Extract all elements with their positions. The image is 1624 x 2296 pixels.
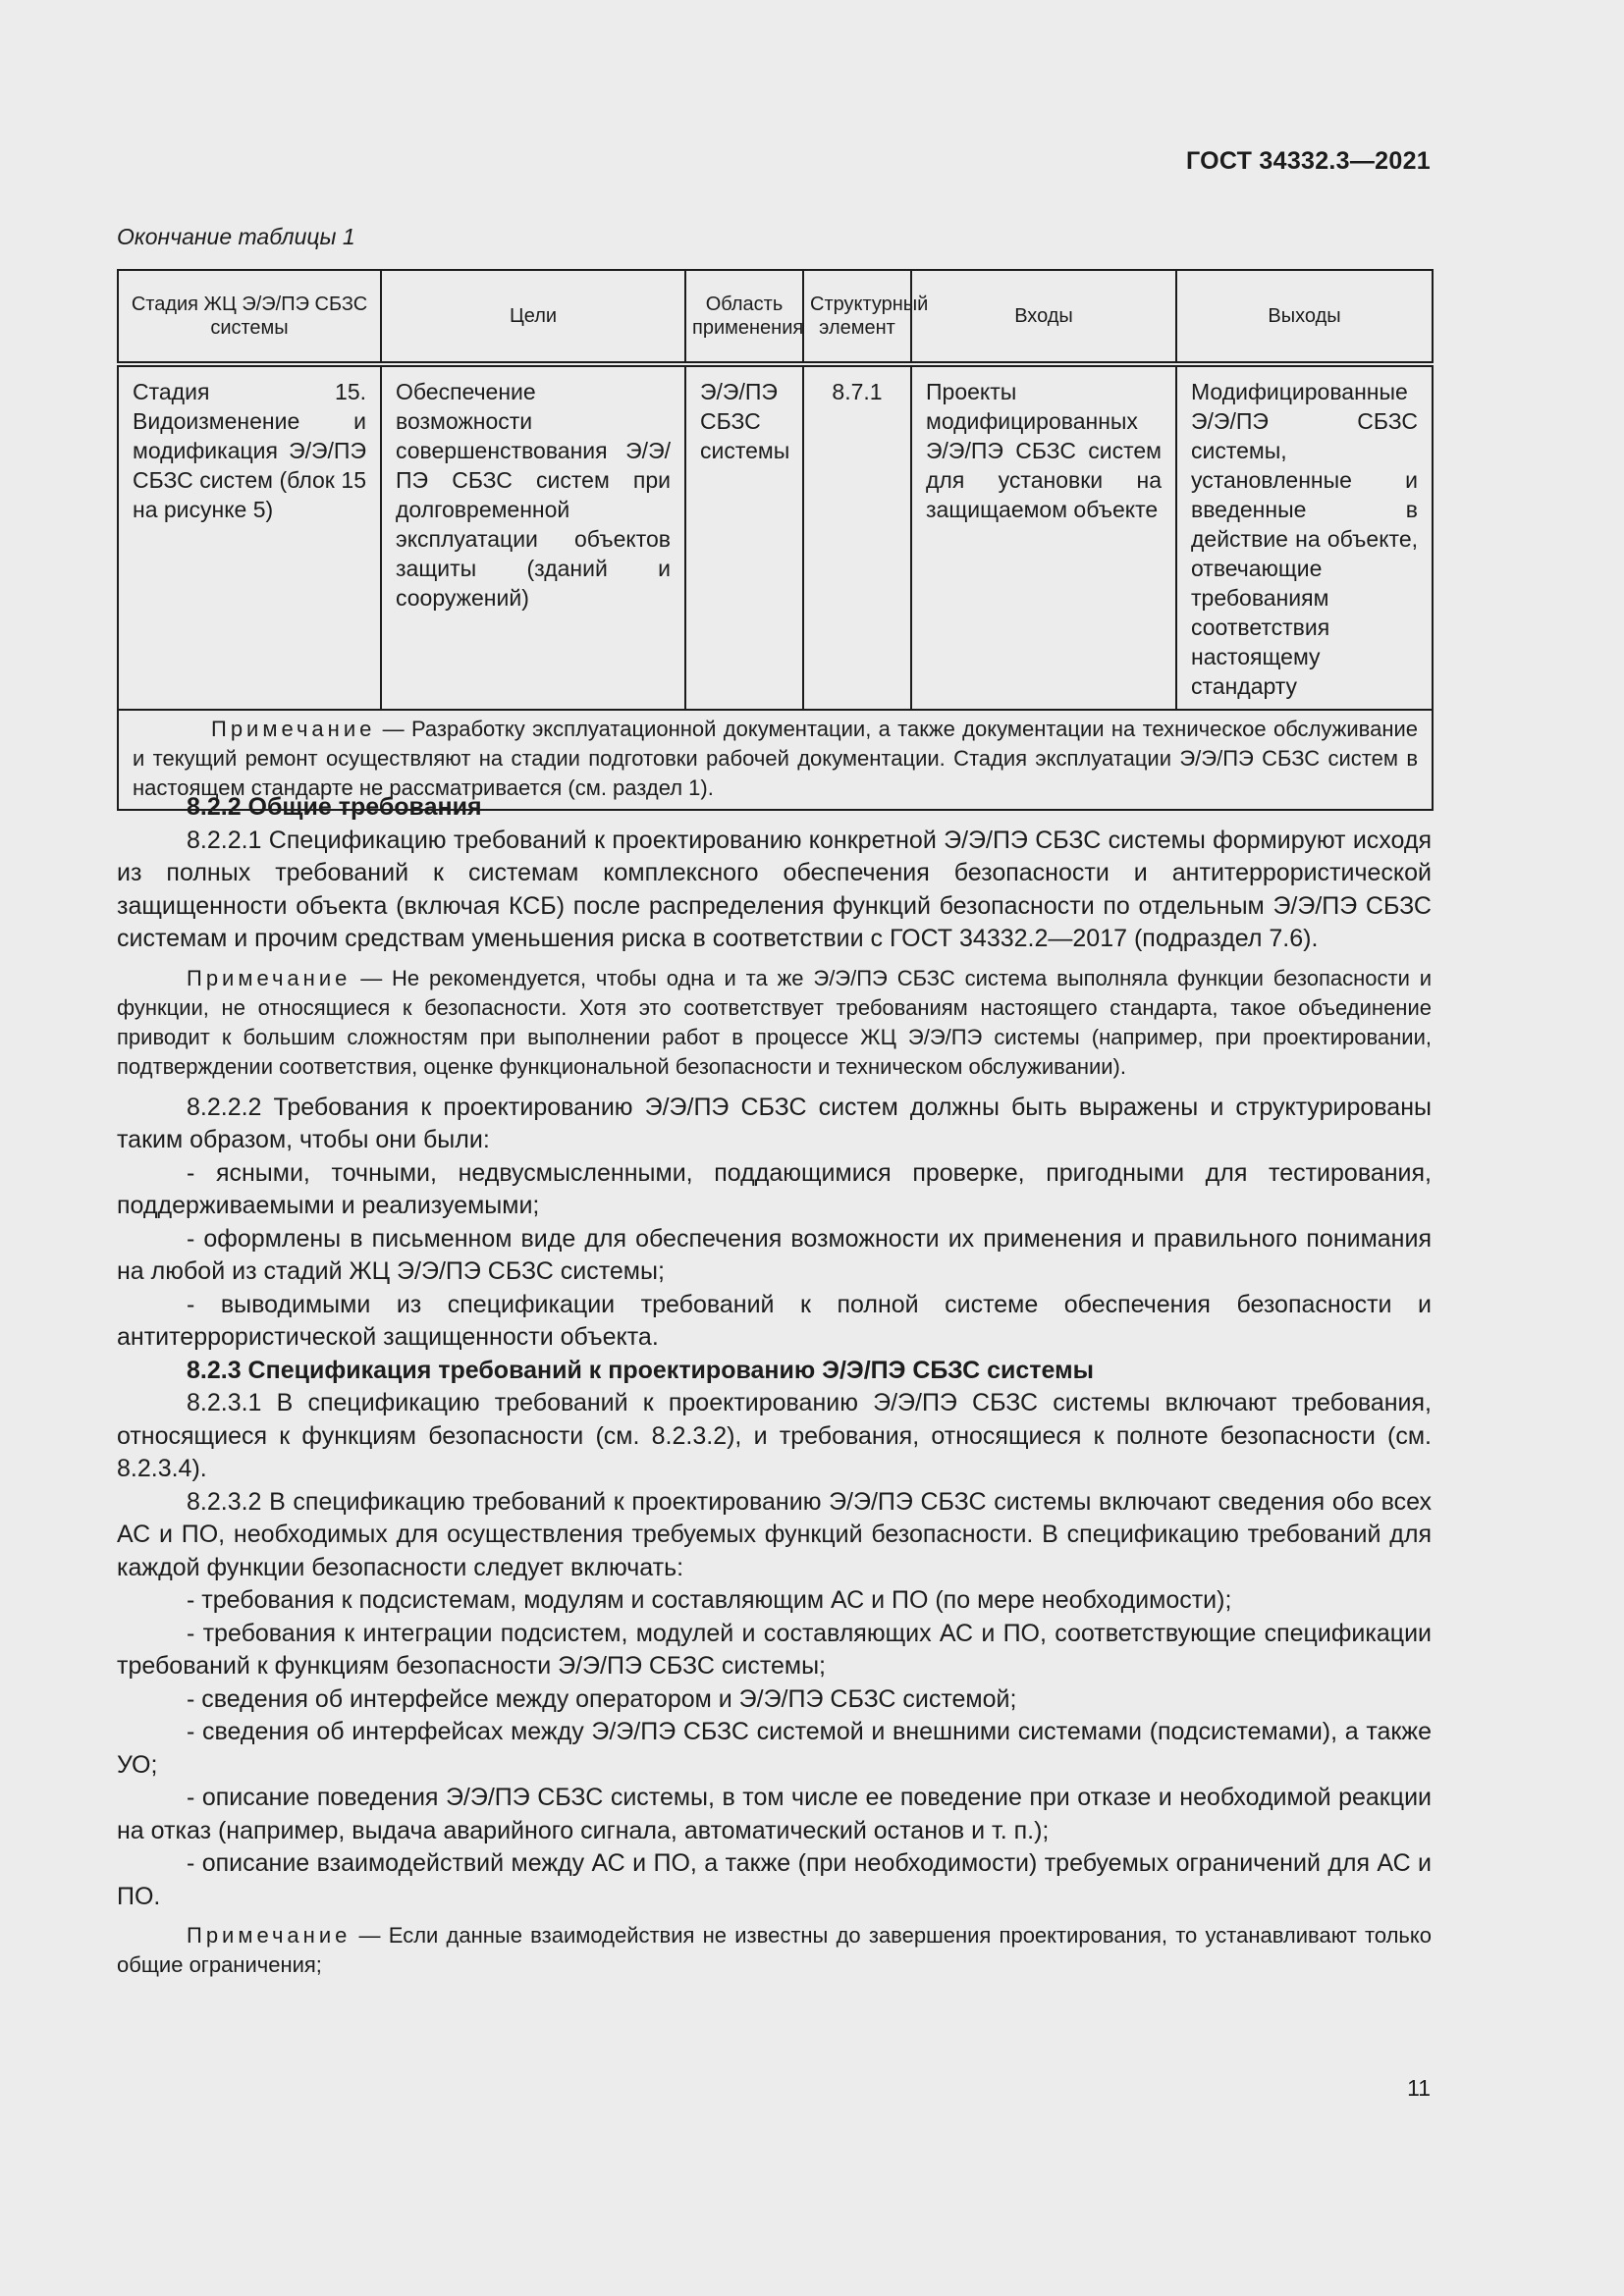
note-8-2-3-2 — [117, 1921, 1432, 1980]
column-header-stage: Стадия ЖЦ Э/Э/ПЭ СБЗС системы — [118, 270, 381, 364]
cell-goals: Обеспечение возможности совершенствования Э/Э/ПЭ СБЗС систем при долговременной эксплуатации объектов защиты (зданий и сооружений) — [381, 364, 685, 710]
table-caption: Окончание таблицы 1 — [117, 224, 355, 249]
table-row — [118, 364, 1433, 710]
column-header-inputs: Входы — [911, 270, 1176, 364]
cell-outputs: Модифицированные Э/Э/ПЭ СБЗС системы, установленные и введенные в действие на объекте, отвечающие требованиям соответствия настоящему стандарту — [1176, 364, 1433, 710]
body-text — [117, 791, 1432, 1980]
standard-header: ГОСТ 34332.3—2021 — [1185, 147, 1431, 175]
list-item: - требования к интеграции подсистем, модулей и составляющих АС и ПО, соответствующие спецификации требований к функциям безопасности Э/Э/ПЭ СБЗС системы; — [117, 1619, 1432, 1680]
paragraph-8-2-3-2: 8.2.3.2 В спецификацию требований к проектированию Э/Э/ПЭ СБЗС системы включают сведения обо всех АС и ПО, необходимых для осуществления требуемых функций безопасности. В спецификацию требований для каждой функции безопасности следует включать: — [117, 1487, 1432, 1581]
note-label: Примечание — [211, 717, 376, 741]
list-item: - выводимыми из спецификации требований к полной системе обеспечения безопасности и антитеррористической защищенности объекта. — [117, 1290, 1432, 1351]
section-heading-8-2-3: 8.2.3 Спецификация требований к проектированию Э/Э/ПЭ СБЗС системы — [187, 1356, 1094, 1384]
list-item: - описание взаимодействий между АС и ПО, а также (при необходимости) требуемых ограничений для АС и ПО. — [117, 1849, 1432, 1910]
stages-table — [117, 269, 1434, 811]
list-item: - оформлены в письменном виде для обеспечения возможности их применения и правильного понимания на любой из стадий ЖЦ Э/Э/ПЭ СБЗС системы; — [117, 1224, 1432, 1285]
cell-scope: Э/Э/ПЭ СБЗС системы — [685, 364, 803, 710]
cell-element: 8.7.1 — [803, 364, 911, 710]
paragraph-8-2-2-2: 8.2.2.2 Требования к проектированию Э/Э/ПЭ СБЗС систем должны быть выражены и структурированы таким образом, чтобы они были: — [117, 1093, 1432, 1153]
list-item: - ясными, точными, недвусмысленными, поддающимися проверке, пригодными для тестирования, поддерживаемыми и реализуемыми; — [117, 1158, 1432, 1219]
list-item: - сведения об интерфейсах между Э/Э/ПЭ СБЗС системой и внешними системами (подсистемами), а также УО; — [117, 1718, 1432, 1779]
note-text: — Если данные взаимодействия не известны до завершения проектирования, то устанавливают только общие ограничения; — [117, 1923, 1432, 1977]
note-8-2-2-1 — [117, 964, 1432, 1082]
note-label: Примечание — [187, 1923, 352, 1948]
cell-stage: Стадия 15. Видоизменение и модификация Э/Э/ПЭ СБЗС систем (блок 15 на рисунке 5) — [118, 364, 381, 710]
paragraph-8-2-3-1: 8.2.3.1 В спецификацию требований к проектированию Э/Э/ПЭ СБЗС системы включают требования, относящиеся к функциям безопасности (см. 8.2.3.2), и требования, относящиеся к полноте безопасности (см. 8.2.3.4). — [117, 1389, 1432, 1482]
note-text: — Не рекомендуется, чтобы одна и та же Э/Э/ПЭ СБЗС система выполняла функции безопасности и функции, не относящиеся к безопасности. Хотя это соответствует требованиям настоящего стандарта, такое объединение приводит к большим сложностям при выполнении работ в процессе ЖЦ Э/Э/ПЭ системы (например, при проектировании, подтверждении соответствия, оценке функциональной безопасности и техническом обслуживании). — [117, 965, 1432, 1079]
note-label: Примечание — [187, 965, 352, 990]
column-header-goals: Цели — [381, 270, 685, 364]
cell-inputs: Проекты модифицированных Э/Э/ПЭ СБЗС систем для установки на защищаемом объекте — [911, 364, 1176, 710]
page-number: 11 — [1407, 2075, 1431, 2101]
paragraph-8-2-2-1: 8.2.2.1 Спецификацию требований к проектированию конкретной Э/Э/ПЭ СБЗС системы формируют исходя из полных требований к системам комплексного обеспечения безопасности и антитеррористической защищенности объекта (включая КСБ) после распределения функций безопасности по отдельным Э/Э/ПЭ СБЗС системам и прочим средствам уменьшения риска в соответствии с ГОСТ 34332.2—2017 (подраздел 7.6). — [117, 826, 1432, 952]
table-header-row — [118, 270, 1433, 364]
note-text: — Разработку эксплуатационной документации, а также документации на техническое обслуживание и текущий ремонт осуществляют на стадии подготовки рабочей документации. Стадия эксплуатации Э/Э/ПЭ СБЗС систем в настоящем стандарте не рассматривается (см. раздел 1). — [133, 717, 1418, 800]
list-item: - сведения об интерфейсе между оператором и Э/Э/ПЭ СБЗС системой; — [187, 1684, 1017, 1713]
section-heading-8-2-2: 8.2.2 Общие требования — [187, 793, 482, 821]
column-header-scope: Область применения — [685, 270, 803, 364]
list-item: - требования к подсистемам, модулям и составляющим АС и ПО (по мере необходимости); — [187, 1586, 1232, 1614]
column-header-element: Структурный элемент — [803, 270, 911, 364]
list-item: - описание поведения Э/Э/ПЭ СБЗС системы, в том числе ее поведение при отказе и необходимой реакции на отказ (например, выдача аварийного сигнала, автоматический останов и т. п.); — [117, 1784, 1432, 1844]
column-header-outputs: Выходы — [1176, 270, 1433, 364]
